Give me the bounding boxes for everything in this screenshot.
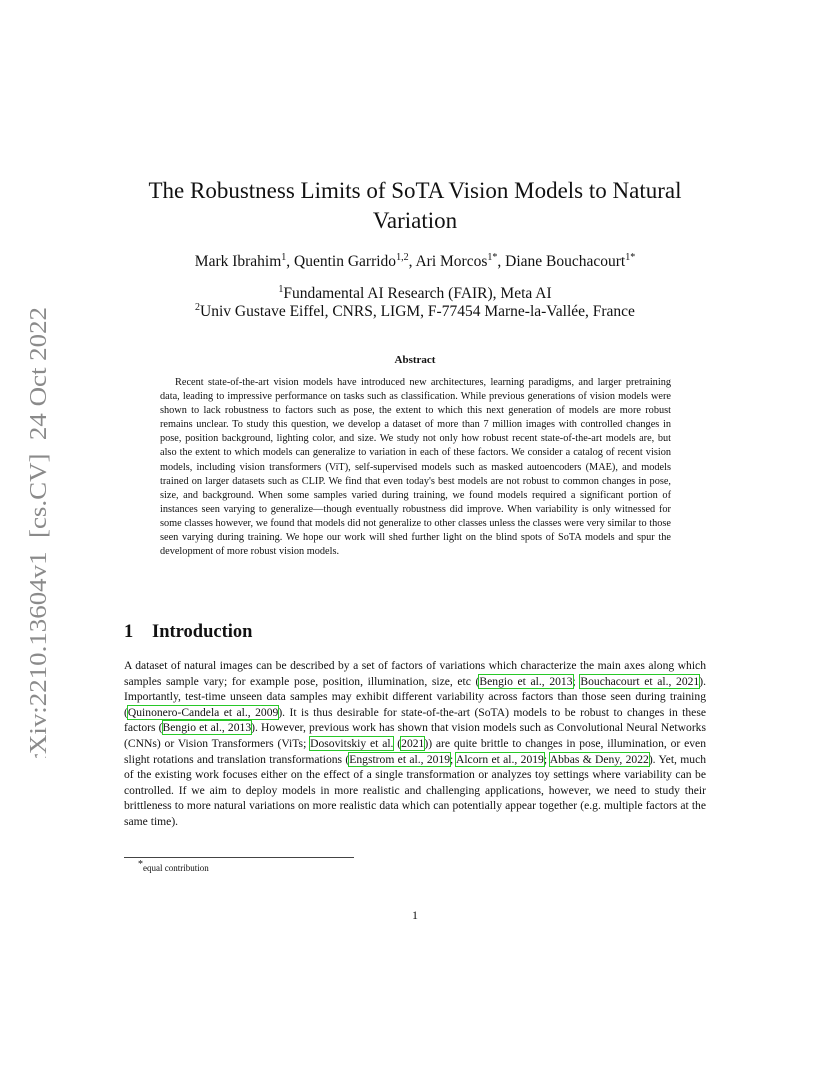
paragraph-text: ; (572, 674, 581, 688)
affiliation-text: Fundamental AI Research (FAIR), Meta AI (283, 285, 552, 302)
section-heading (124, 622, 252, 643)
citation-link[interactable]: Quinonero-Candela et al., 2009 (127, 705, 279, 719)
author-name: Mark Ibrahim (194, 253, 282, 270)
citation-link[interactable]: Bouchacourt et al., 2021 (580, 674, 700, 688)
affiliation-line (124, 285, 706, 303)
intro-paragraph (124, 658, 706, 830)
citation-link[interactable]: Bengio et al., 2013 (479, 674, 573, 688)
paragraph-text: ( (393, 736, 402, 750)
citation-link[interactable]: Abbas & Deny, 2022 (549, 752, 649, 766)
abstract-text: Recent state-of-the-art vision models have introduced new architectures, learning paradigms, and larger pretraining data, leading to impressive performance on tasks such as classification. While previous generations of vision models were shown to lack robustness to factors such as pose, the extent to which this next generation of models are more robust remains unclear. To study this question, we develop a dataset of more than 7 million images with controlled changes in pose, position background, lighting color, and size. We study not only how robust recent state-of-the-art models are, but also the extent to which models can generalize to variation in each of these factors. We consider a catalog of recent vision models, including vision transformers (ViT), self-supervised models such as masked autoencoders (MAE), and models trained on larger datasets such as CLIP. We find that even today's best models are not robust to common changes in pose, size, and background. When some samples varied during training, we found models required a significant portion of instances seen varying to generalize—though eventually robustness did improve. When variability is only witnessed for some classes however, we found that models did not generalize to other classes unless the classes were very similar to those seen varying during training. We hope our work will shed further light on the blind spots of SoTA models and spur the development of more robust vision models. (160, 377, 671, 558)
paragraph-text: ; (450, 752, 456, 766)
affiliation-text: Univ Gustave Eiffel, CNRS, LIGM, F-77454 Marne-la-Vallée, France (200, 303, 635, 320)
section-number: 1 (124, 622, 134, 642)
paragraph-text: )) are quite brittle to changes in pose, illumination, or even slight rotations and translation transformations ( (124, 736, 706, 766)
author-name: Quentin Garrido (294, 253, 397, 270)
footnote-mark: * (138, 859, 143, 870)
author-affiliation-mark: 1,2 (396, 251, 409, 263)
section-title: Introduction (152, 622, 253, 642)
affiliation-line (124, 303, 706, 321)
affiliation-mark: 2 (195, 301, 201, 313)
arxiv-stamp-text: arXiv:2210.13604v1 [cs.CV] 24 Oct 2022 (26, 357, 52, 758)
paper-title: The Robustness Limits of SoTA Vision Models to Natural Variation (148, 178, 682, 233)
page-number: 1 (412, 908, 418, 922)
citation-link[interactable]: 2021 (401, 736, 425, 750)
paragraph-text: ). Yet, much of the existing work focuses either on the effect of a single transformation or analyzes toy settings where variability can be controlled. If we aim to deploy models in more realistic and challenging applications, however, we need to study their brittleness to more natural variations on more realistic data which can potentially appear together (e.g. multiple factors at the same time). (124, 752, 707, 828)
citation-link[interactable]: Dosovitskiy et al. (310, 736, 394, 750)
author-affiliation-mark: 1* (487, 251, 498, 263)
author-name: Ari Morcos (415, 253, 488, 270)
paragraph-text: ). However, previous work has shown that vision models such as Convolutional Neural Networks (CNNs) or Vision Transformers (ViTs; (124, 721, 706, 750)
citation-link[interactable]: Alcorn et al., 2019 (455, 752, 544, 766)
footnote-rule (124, 857, 354, 858)
footnote-text: equal contribution (143, 863, 209, 873)
author-affiliation-mark: 1 (281, 251, 287, 263)
arxiv-stamp (20, 288, 56, 758)
author-list: Mark Ibrahim$^1$, Quentin Garrido$^{1,2}$, Ari Morcos$^{1*}$, Diane Bouchacourt$^{1*}$ (194, 251, 636, 270)
abstract-heading: Abstract (394, 354, 436, 366)
citation-link[interactable]: Engstrom et al., 2019 (349, 752, 451, 766)
footnote (138, 859, 209, 874)
affiliation-mark: 1 (278, 283, 284, 295)
paragraph-text: A dataset of natural images can be described by a set of factors of variations which characterize the main axes along which samples sample vary; for example pose, position, illumination, size, etc ( (124, 659, 706, 688)
citation-link[interactable]: Bengio et al., 2013 (162, 721, 252, 735)
paragraph-text: ). It is thus desirable for state-of-the-art (SoTA) models to be robust to changes in these factors ( (124, 705, 706, 735)
paragraph-text: ; (543, 752, 550, 766)
paragraph-text: ). Importantly, test-time unseen data samples may exhibit different variability across factors than those seen during training ( (124, 674, 706, 719)
author-affiliation-mark: 1* (625, 251, 636, 263)
affiliation-list (124, 285, 706, 321)
author-name: Diane Bouchacourt (505, 253, 626, 270)
